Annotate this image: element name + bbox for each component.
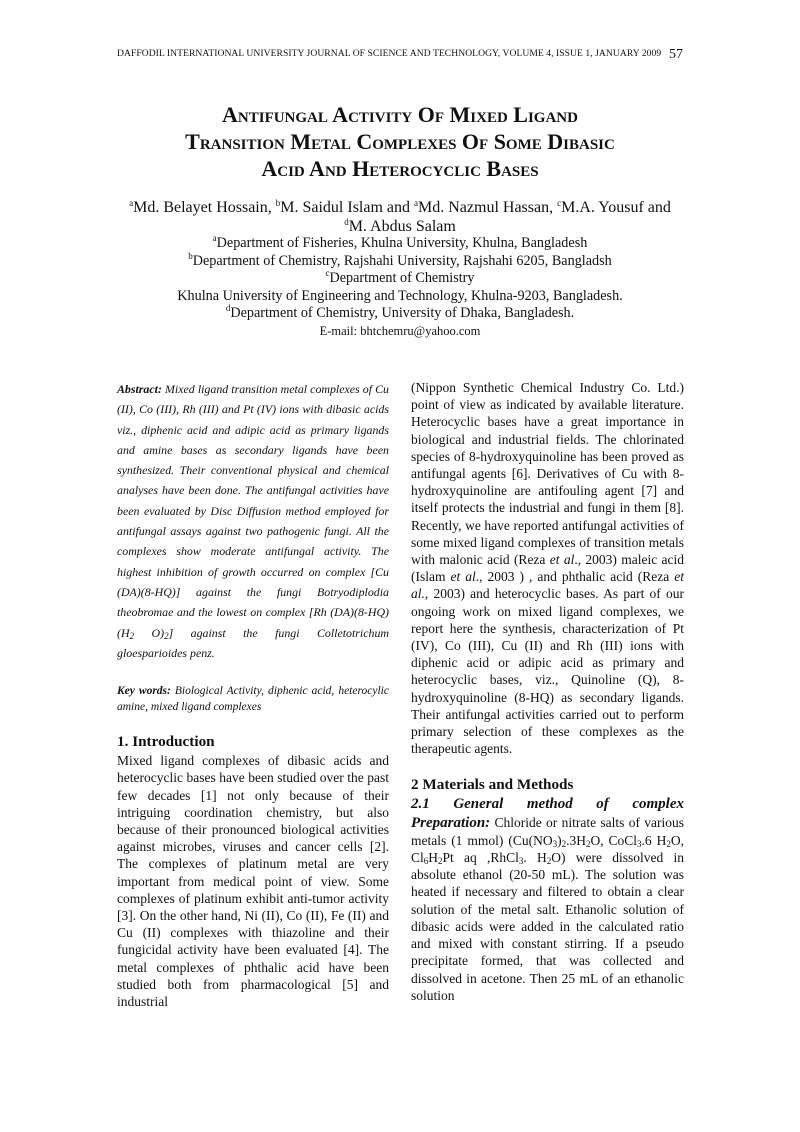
et-al: et al: [549, 552, 575, 568]
section-heading-introduction: 1. Introduction: [117, 733, 215, 751]
author-name: Md. Belayet Hossain,: [133, 199, 276, 216]
introduction-continued: [411, 379, 684, 757]
keywords: [117, 683, 389, 715]
author-name: M. Abdus Salam: [348, 218, 456, 235]
subscript: 2: [438, 856, 443, 867]
affil-marker: a: [212, 233, 217, 243]
affiliation-line: [100, 270, 700, 288]
subscript: 2: [585, 838, 591, 849]
subscript: 2: [666, 838, 671, 849]
author-name: Md. Nazmul Hassan,: [418, 199, 558, 216]
subscript: 6: [423, 856, 429, 867]
title-line: Transition Metal Complexes Of Some Dibasic: [185, 129, 615, 154]
subsection-heading: 2.1 General method of complex Preparation:: [411, 796, 684, 831]
affil-marker: a: [129, 198, 134, 208]
affiliation-line: [100, 250, 700, 271]
section-heading-materials: 2 Materials and Methods: [411, 776, 574, 794]
abstract-text: ] against the fungi Colletotrichum gloesparioides penz.: [117, 625, 389, 660]
affil-marker: c: [557, 198, 562, 208]
subscript: 2: [129, 630, 135, 641]
abstract-text: Mixed ligand transition metal complexes of Cu (II), Co (III), Rh (III) and Pt (IV) ions with dibasic acids viz., diphenic acid and adipic acid as primary ligands and amine bases as secondary ligands have been synthesized. Their conventional physical and chemical analyses have been done. The antifungal activities have been evaluated by Disc Diffusion method employed for antifungal assays against two pathogenic fungi. All the complexes show moderate antifungal activity. The highest inhibition of growth occurred on complex [Cu (DA)(8-HQ)] against the fungi Botryodiplodia theobromae and the lowest on complex [Rh (DA)(8-HQ)(H: [117, 382, 389, 640]
running-header: DAFFODIL INTERNATIONAL UNIVERSITY JOURNAL OF SCIENCE AND TECHNOLOGY, VOLUME 4, ISSUE 1, JANUARY 2009: [117, 48, 662, 59]
affil-marker: d: [225, 303, 231, 313]
subscript: 2: [561, 838, 567, 849]
subscript: 2: [164, 630, 169, 641]
affiliation-text: Khulna University of Engineering and Technology, Khulna-9203, Bangladesh.: [177, 287, 623, 304]
author-line: [100, 217, 700, 236]
left-column: [117, 379, 389, 1010]
body-text: , 2003) and heterocyclic bases. As part of our ongoing work on mixed ligand complexes, we report here the synthesis, characterization of Pt (IV), Co (III), Cu (II) and Rh (III) ions with diphenic acid or adipic acid as primary and heterocyclic bases, viz., Quinoline (Q), 8-hydroxyquinoline (8-HQ) as secondary ligands. Their antifungal activities carried out to perform primary selection of these complexes as the therapeutic agents.: [411, 586, 684, 757]
body-text: Pt aq ,RhCl: [442, 850, 519, 866]
contact-email: E-mail: bhtchemru@yahoo.com: [319, 323, 481, 338]
body-text: (Nippon Synthetic Chemical Industry Co. Ltd.) point of view as indicated by available literature. Heterocyclic bases have a great importance in biological and industrial fields. The chlorinated species of 8-hydroxyquinoline has been proved as antifungal agents [6]. Derivatives of Cu with 8-hydroxyquinoline are antifouling agent [7] and itself protects the industrial and fungi in them [8]. Recently, we have reported antifungal activities of some mixed ligand complexes of transition metals with malonic acid (Reza: [411, 380, 684, 568]
page-number: 57: [669, 47, 683, 62]
keywords-label: Key words:: [117, 685, 171, 698]
body-text: .6 H: [641, 832, 667, 848]
abstract-text: O): [134, 625, 165, 640]
body-text: .3H: [566, 832, 586, 848]
body-text: H: [428, 850, 439, 866]
subscript: 3: [518, 856, 524, 867]
affil-marker: c: [325, 268, 330, 278]
body-text: ): [557, 832, 562, 848]
affil-marker: d: [344, 217, 349, 227]
affil-marker: a: [414, 198, 419, 208]
body-text: O) were dissolved in absolute ethanol (20-50 mL). The solution was heated if necessary and filtered to obtain a clear solution of the metal salt. Ethanolic solution of dibasic acids were added in the calculated ratio and mixed with constant stirring. If a pseudo precipitate formed, that was collected and dissolved in acetone. Then 25 mL of an ethanolic solution: [411, 850, 684, 1003]
affil-marker: b: [188, 250, 193, 261]
body-text: O, CoCl: [590, 832, 638, 848]
affiliations: [100, 235, 700, 340]
methods-text: [411, 795, 684, 1003]
paper-title: [100, 101, 700, 182]
affil-marker: b: [275, 198, 281, 208]
abstract: [117, 379, 389, 663]
keywords-text: Biological Activity, diphenic acid, heterocylic amine, mixed ligand complexes: [117, 685, 389, 714]
affiliation-line: [100, 305, 700, 323]
title-line: Antifungal Activity Of Mixed Ligand: [222, 102, 578, 127]
et-al: et al.: [411, 569, 684, 602]
affiliation-text: Department of Chemistry, University of Dhaka, Bangladesh.: [230, 305, 575, 321]
affiliation-text: Department of Fisheries, Khulna University, Khulna, Bangladesh: [216, 235, 588, 251]
abstract-label: Abstract:: [117, 382, 162, 396]
affiliation-text: Department of Chemistry: [329, 270, 475, 286]
affiliation-line: [100, 288, 700, 306]
affiliation-text: Department of Chemistry, Rajshahi University, Rajshahi 6205, Bangladsh: [192, 252, 612, 269]
author-name: M.A. Yousuf and: [561, 199, 671, 216]
body-text: ., 2003) maleic acid (Islam: [411, 552, 685, 585]
subscript: 3: [552, 838, 558, 849]
author-name: M. Saidul Islam and: [280, 199, 415, 216]
body-text: O, Cl: [411, 832, 684, 866]
et-al: et al: [450, 569, 476, 585]
author-list: [100, 198, 700, 236]
author-line: [100, 198, 700, 217]
body-text: Chloride or nitrate salts of various metals (1 mmol) (Cu(NO: [411, 814, 684, 848]
body-text: . H: [523, 850, 547, 866]
subscript: 3: [637, 838, 642, 849]
body-text: ., 2003 ) , and phthalic acid (Reza: [475, 569, 675, 585]
title-line: Acid And Heterocyclic Bases: [261, 156, 539, 181]
right-column: [411, 379, 684, 1004]
introduction-text: Mixed ligand complexes of dibasic acids and heterocyclic bases have been studied over the past few decades [1] not only because of their intriguing coordination chemistry, but also because of their pronounced biological activities against microbes, viruses and cancer cells [2]. The complexes of platinum metal are very important from medical point of view. Some complexes of platinum exhibit anti-tumor activity [3]. On the other hand, Ni (II), Co (II), Fe (II) and Cu (II) complexes with thiazoline and their fungicidal activity have been evaluated [4]. The metal complexes of phthalic acid have been studied both from pharmacological [5] and industrial: [117, 753, 389, 1009]
subscript: 2: [546, 856, 552, 867]
